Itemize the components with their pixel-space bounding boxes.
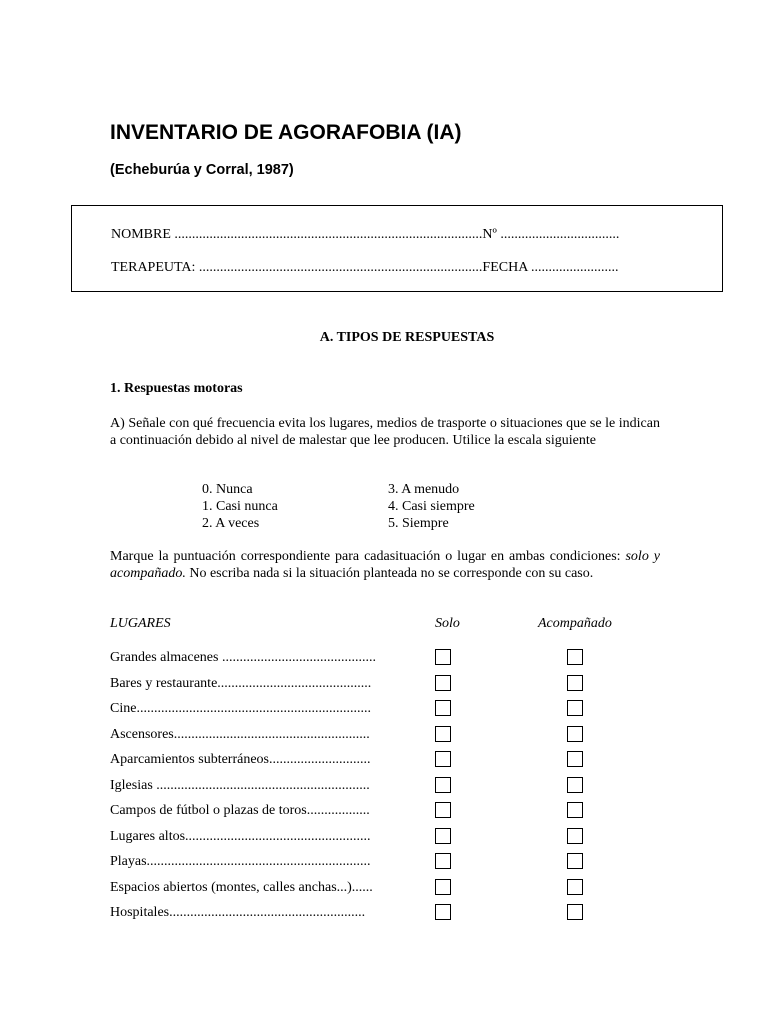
table-row — [0, 778, 768, 800]
scale-item: 5. Siempre — [388, 516, 449, 531]
solo-checkbox[interactable] — [435, 700, 451, 716]
place-label: Grandes almacenes ............................................ — [110, 650, 376, 665]
acompanado-checkbox[interactable] — [567, 904, 583, 920]
acompanado-checkbox[interactable] — [567, 649, 583, 665]
table-row — [0, 752, 768, 774]
solo-checkbox[interactable] — [435, 726, 451, 742]
place-label: Lugares altos..................................................... — [110, 829, 371, 844]
place-label: Hospitales........................................................ — [110, 905, 366, 920]
solo-checkbox[interactable] — [435, 828, 451, 844]
solo-checkbox[interactable] — [435, 802, 451, 818]
scale-column-right — [388, 481, 475, 532]
table-row — [0, 676, 768, 698]
column-header-acompanado: Acompañado — [538, 616, 612, 631]
identification-box — [71, 205, 723, 292]
column-header-lugares: LUGARES — [110, 616, 171, 631]
therapist-date-line[interactable]: TERAPEUTA: .................................................................................FECHA ......................... — [111, 260, 619, 275]
place-label: Aparcamientos subterráneos............................. — [110, 752, 371, 767]
scale-item: 2. A veces — [202, 516, 260, 531]
scale-item: 4. Casi siempre — [388, 499, 475, 514]
column-header-solo: Solo — [435, 616, 460, 631]
marking-text-italic: solo y acompañado. — [110, 549, 660, 581]
scale-column-left — [202, 481, 278, 532]
table-row — [0, 905, 768, 927]
acompanado-checkbox[interactable] — [567, 879, 583, 895]
solo-checkbox[interactable] — [435, 777, 451, 793]
name-number-line[interactable]: NOMBRE ........................................................................................Nº .................................. — [111, 227, 620, 242]
place-label: Iglesias ............................................................. — [110, 778, 370, 793]
place-label: Campos de fútbol o plazas de toros.................. — [110, 803, 370, 818]
table-row — [0, 727, 768, 749]
scale-item: 3. A menudo — [388, 482, 460, 497]
document-subtitle: (Echeburúa y Corral, 1987) — [110, 162, 294, 178]
acompanado-checkbox[interactable] — [567, 675, 583, 691]
acompanado-checkbox[interactable] — [567, 777, 583, 793]
place-label: Cine................................................................... — [110, 701, 371, 716]
table-row — [0, 880, 768, 902]
solo-checkbox[interactable] — [435, 853, 451, 869]
acompanado-checkbox[interactable] — [567, 853, 583, 869]
table-row — [0, 701, 768, 723]
scale-item: 1. Casi nunca — [202, 499, 278, 514]
table-row — [0, 854, 768, 876]
instruction-paragraph: A) Señale con qué frecuencia evita los lugares, medios de trasporte o situaciones que se le indican a continuación debido al nivel de malestar que lee producen. Utilice la escala siguiente — [110, 416, 660, 448]
acompanado-checkbox[interactable] — [567, 751, 583, 767]
marking-text-post: No escriba nada si la situación planteada no se corresponde con su caso. — [185, 566, 594, 581]
acompanado-checkbox[interactable] — [567, 828, 583, 844]
subsection-title: 1. Respuestas motoras — [110, 381, 243, 396]
solo-checkbox[interactable] — [435, 879, 451, 895]
place-label: Ascensores........................................................ — [110, 727, 370, 742]
marking-instructions — [110, 548, 660, 582]
acompanado-checkbox[interactable] — [567, 802, 583, 818]
table-row — [0, 829, 768, 851]
solo-checkbox[interactable] — [435, 751, 451, 767]
document-title: INVENTARIO DE AGORAFOBIA (IA) — [110, 121, 462, 144]
solo-checkbox[interactable] — [435, 675, 451, 691]
acompanado-checkbox[interactable] — [567, 700, 583, 716]
table-row — [0, 803, 768, 825]
marking-text-pre: Marque la puntuación correspondiente para cadasituación o lugar en ambas condiciones: — [110, 549, 626, 564]
place-label: Espacios abiertos (montes, calles anchas...)...... — [110, 880, 373, 895]
table-row — [0, 650, 768, 672]
place-label: Bares y restaurante............................................ — [110, 676, 372, 691]
section-title: A. TIPOS DE RESPUESTAS — [319, 330, 495, 345]
place-label: Playas................................................................ — [110, 854, 371, 869]
solo-checkbox[interactable] — [435, 649, 451, 665]
acompanado-checkbox[interactable] — [567, 726, 583, 742]
solo-checkbox[interactable] — [435, 904, 451, 920]
scale-item: 0. Nunca — [202, 482, 253, 497]
